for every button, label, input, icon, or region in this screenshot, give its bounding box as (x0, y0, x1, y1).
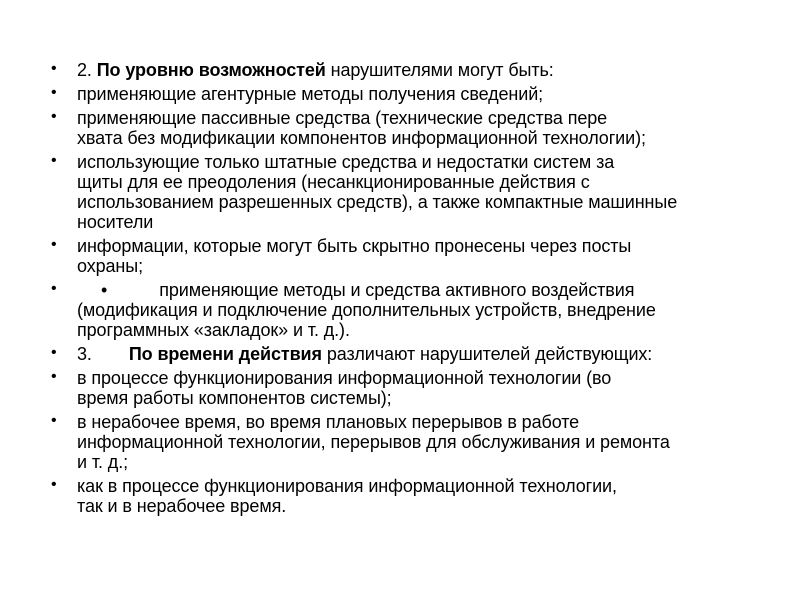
bullet-item (0, 368, 770, 408)
bullet-item (0, 476, 770, 516)
bullet-marker-icon: • (51, 476, 57, 493)
bullet-marker-icon: • (51, 152, 57, 169)
bullet-marker-icon: • (51, 236, 57, 253)
bullet-text: использующие только штатные средства и недостатки систем за (77, 152, 615, 172)
bullet-item (0, 152, 770, 232)
bullet-text: информационной технологии, перерывов для обслуживания и ремонта (77, 432, 670, 452)
bullet-text: хвата без модификации компонентов информационной технологии); (77, 128, 646, 148)
bullet-text-plain: 3. (77, 344, 92, 364)
bullet-text: так и в нерабочее время. (77, 496, 287, 516)
bullet-text: время работы компонентов системы); (77, 388, 392, 408)
bullet-text: (модификация и подключение дополнительных устройств, внедрение (77, 300, 656, 320)
bullet-marker-icon: • (51, 108, 57, 125)
bullet-marker-icon: • (51, 368, 57, 385)
bullet-text: щиты для ее преодоления (несанкционированные действия с (77, 172, 590, 192)
bullet-text-plain: нарушителями могут быть: (325, 60, 554, 80)
bullet-text: в процессе функционирования информационной технологии (во (77, 368, 612, 388)
bullet-item (0, 84, 770, 104)
bullet-text: применяющие агентурные методы получения сведений; (77, 84, 544, 104)
bullet-text-plain: различают нарушителей действующих: (321, 344, 653, 364)
bullet-text-bold: По уровню возможностей (96, 60, 326, 80)
bullet-marker-icon: • (51, 60, 57, 77)
bullet-text (77, 280, 770, 300)
bullet-marker-icon: • (51, 412, 57, 429)
bullet-item (0, 344, 770, 364)
bullet-text: в нерабочее время, во время плановых перерывов в работе (77, 412, 580, 432)
bullet-item (0, 108, 770, 148)
bullet-text: охраны; (77, 256, 144, 276)
bullet-text: информации, которые могут быть скрытно пронесены через посты (77, 236, 632, 256)
bullet-text (77, 344, 770, 364)
bullet-list (0, 60, 770, 520)
bullet-item (0, 60, 770, 80)
bullet-text: применяющие пассивные средства (технические средства пере (77, 108, 608, 128)
bullet-text: и т. д.; (77, 452, 129, 472)
bullet-text: использованием разрешенных средств), а также компактные машинные (77, 192, 678, 212)
bullet-item (0, 412, 770, 472)
bullet-marker-icon: • (51, 344, 57, 361)
bullet-text: программных «закладок» и т. д.). (77, 320, 350, 340)
bullet-item (0, 280, 770, 340)
bullet-text: как в процессе функционирования информационной технологии, (77, 476, 617, 496)
bullet-text-plain: 2. (77, 60, 97, 80)
bullet-text: носители (77, 212, 154, 232)
bullet-text-bold: По времени действия (128, 344, 322, 364)
bullet-text-plain: применяющие методы и средства активного воздействия (159, 280, 635, 300)
bullet-item (0, 236, 770, 276)
inner-bullet-marker-icon: • (101, 280, 108, 300)
bullet-marker-icon: • (51, 280, 57, 297)
bullet-text (77, 60, 770, 80)
bullet-marker-icon: • (51, 84, 57, 101)
